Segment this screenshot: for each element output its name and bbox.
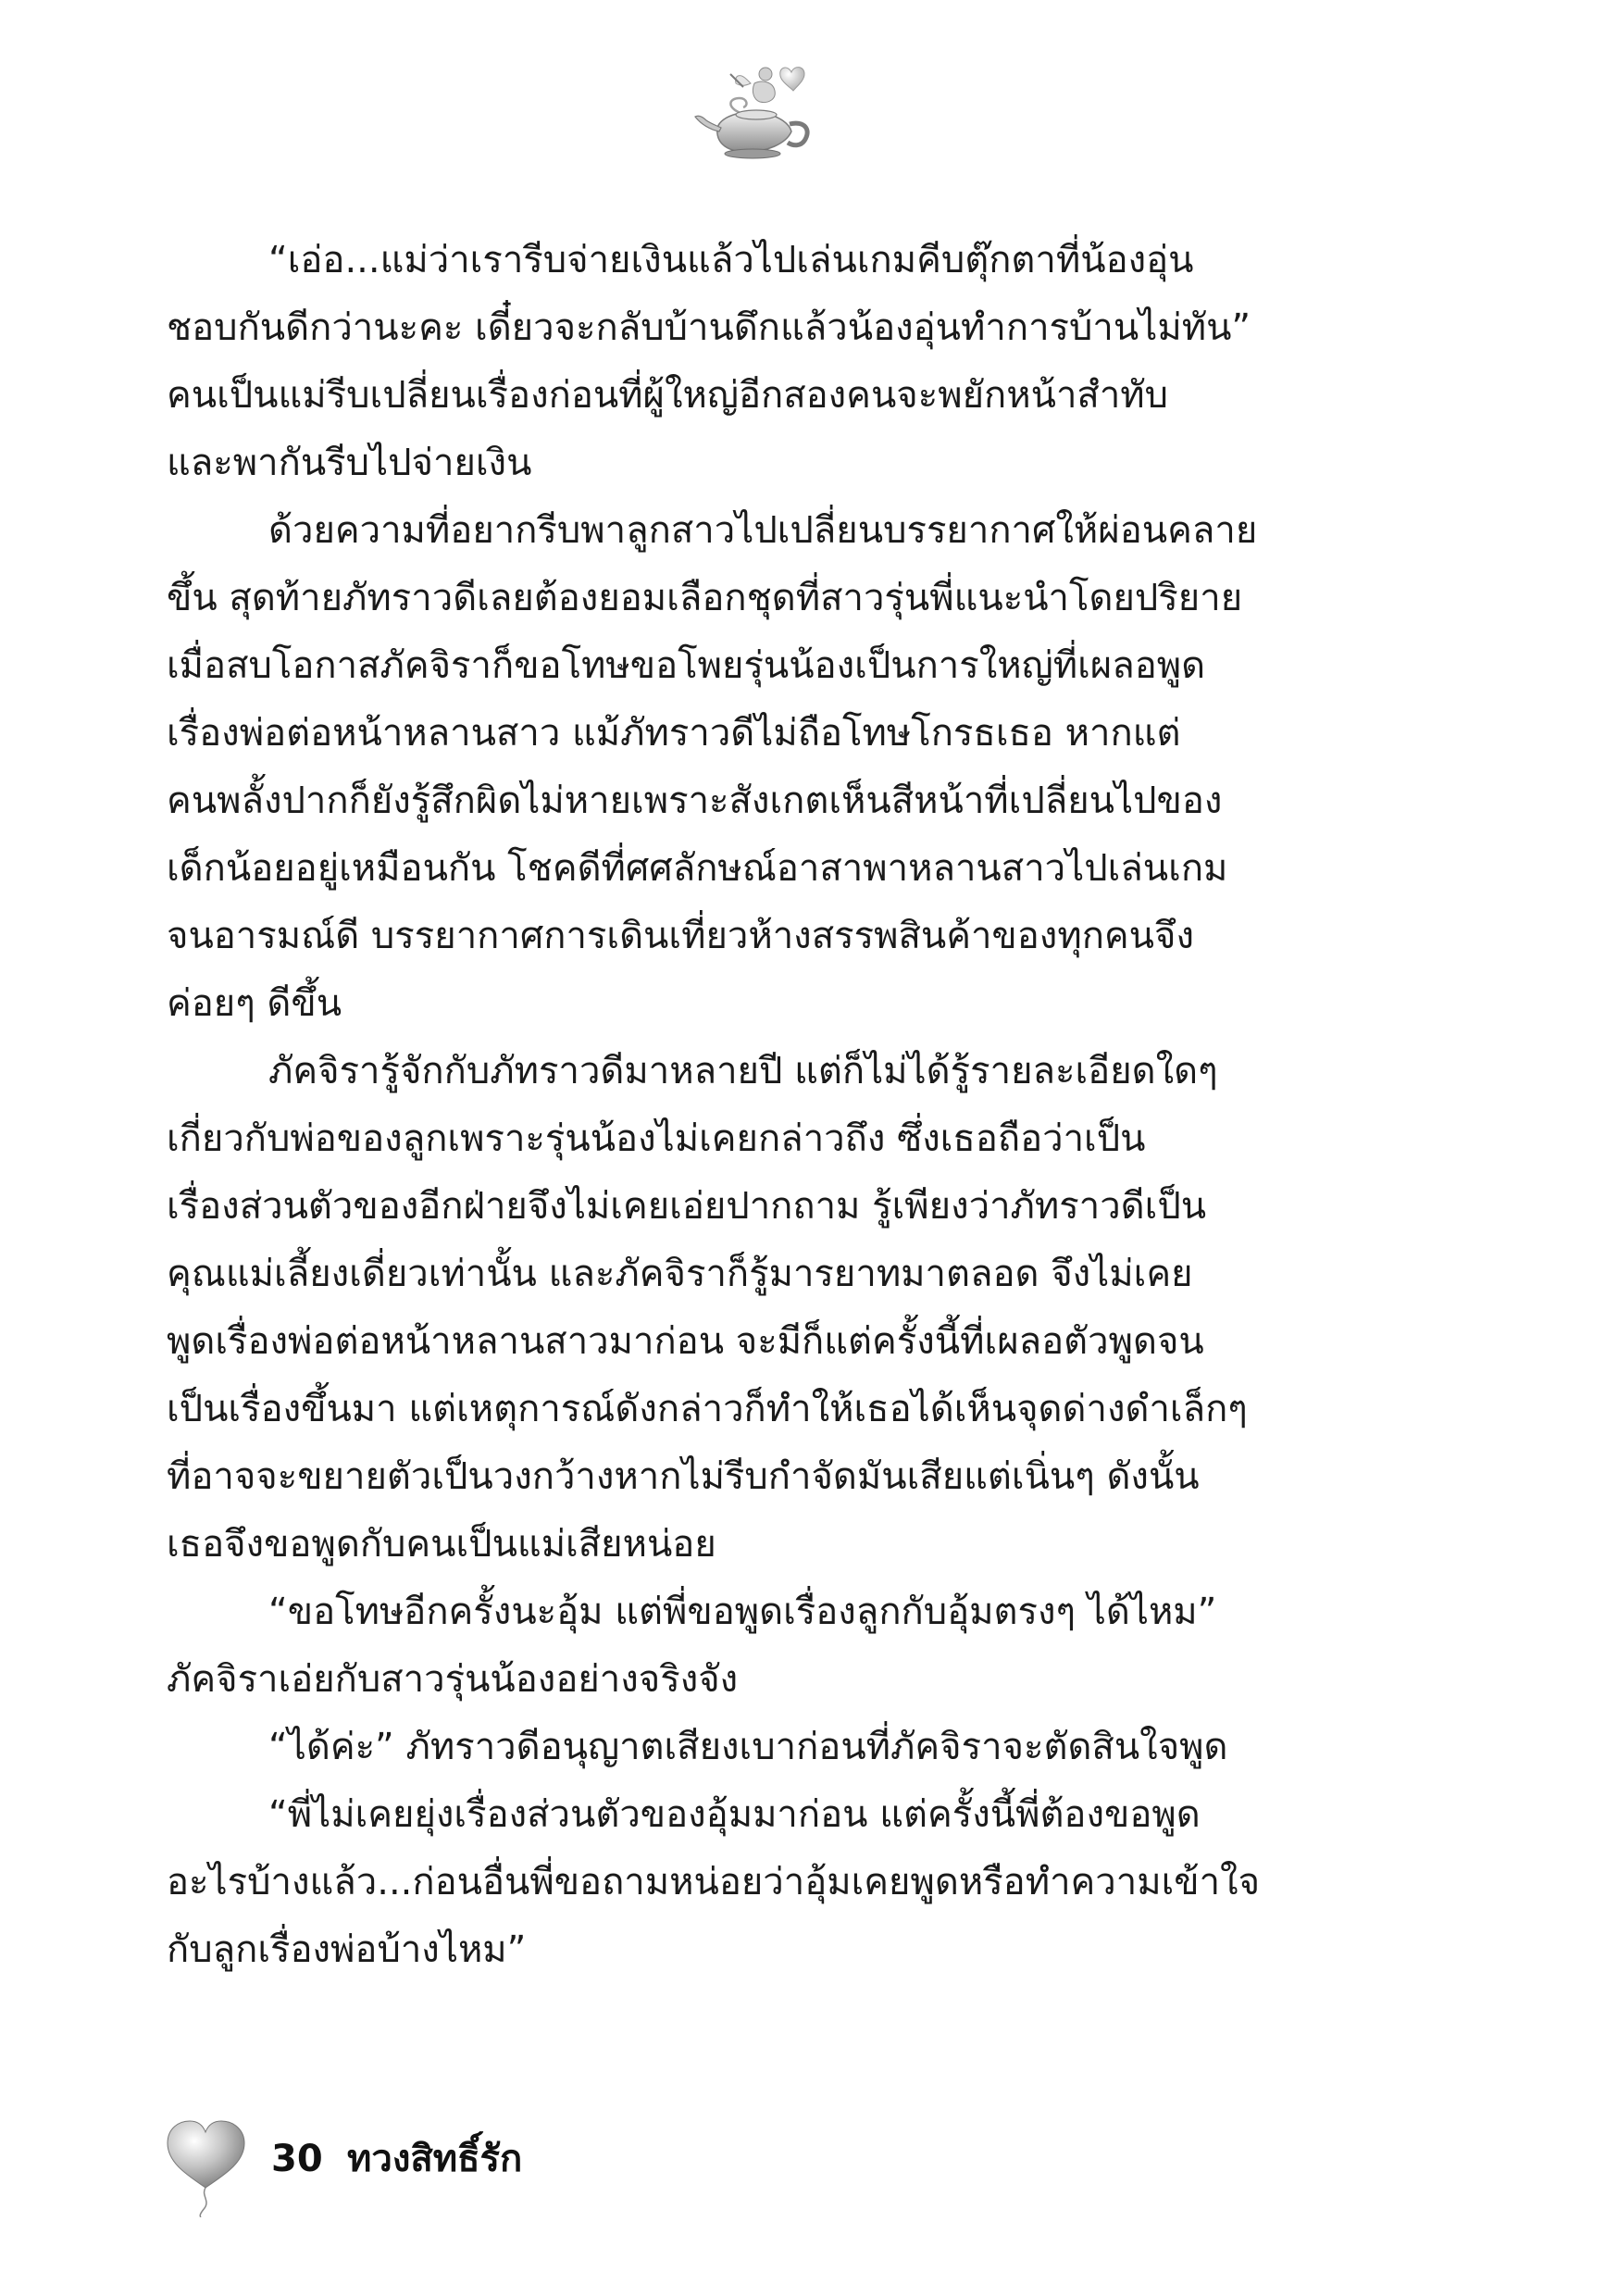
text-line-13: ภัคจิรารู้จักกับภัทราวดีมาหลายปี แต่ก็ไม่ได้รู้รายละเอียดใดๆ — [268, 1050, 1218, 1092]
text-line-16: คุณแม่เลี้ยงเดี่ยวเท่านั้น และภัคจิราก็รู้มารยาทมาตลอด จึงไม่เคย — [167, 1253, 1193, 1295]
page-number: 30 — [271, 2138, 323, 2180]
text-line-19: ที่อาจจะขยายตัวเป็นวงกว้างหากไม่รีบกำจัดมันเสียแต่เนิ่นๆ ดังนั้น — [167, 1455, 1200, 1498]
text-line-17: พูดเรื่องพ่อต่อหน้าหลานสาวมาก่อน จะมีก็แต่ครั้งนี้ที่เผลอตัวพูดจน — [167, 1320, 1204, 1363]
text-line-15: เรื่องส่วนตัวของอีกฝ่ายจึงไม่เคยเอ่ยปากถาม รู้เพียงว่าภัทราวดีเป็น — [167, 1185, 1207, 1228]
text-line-8: เรื่องพ่อต่อหน้าหลานสาว แม้ภัทราวดีไม่ถือโทษโกรธเธอ หากแต่ — [167, 712, 1181, 755]
text-line-5: ด้วยความที่อยากรีบพาลูกสาวไปเปลี่ยนบรรยากาศให้ผ่อนคลาย — [268, 509, 1258, 552]
text-line-9: คนพลั้งปากก็ยังรู้สึกผิดไม่หายเพราะสังเกตเห็นสีหน้าที่เปลี่ยนไปของ — [167, 780, 1223, 822]
text-line-10: เด็กน้อยอยู่เหมือนกัน โชคดีที่ศศลักษณ์อาสาพาหลานสาวไปเล่นเกม — [167, 847, 1228, 890]
heart-balloon-icon — [162, 2115, 250, 2217]
body-text — [167, 227, 1347, 2097]
text-line-7: เมื่อสบโอกาสภัคจิราก็ขอโทษขอโพยรุ่นน้องเป็นการใหญ่ที่เผลอพูด — [167, 644, 1206, 687]
text-line-3: คนเป็นแม่รีบเปลี่ยนเรื่องก่อนที่ผู้ใหญ่อีกสองคนจะพยักหน้าสำทับ — [167, 374, 1169, 417]
text-line-11: จนอารมณ์ดี บรรยากาศการเดินเที่ยวห้างสรรพสินค้าของทุกคนจึง — [167, 915, 1194, 957]
text-line-4: และพากันรีบไปจ่ายเงิน — [167, 442, 532, 484]
page-footer — [162, 2115, 717, 2217]
text-line-25: อะไรบ้างแล้ว...ก่อนอื่นพี่ขอถามหน่อยว่าอุ้มเคยพูดหรือทำความเข้าใจ — [167, 1861, 1261, 1903]
book-title: ทวงสิทธิ์รัก — [347, 2138, 523, 2180]
text-line-1: “เอ่อ...แม่ว่าเรารีบจ่ายเงินแล้วไปเล่นเกมคีบตุ๊กตาที่น้องอุ่น — [268, 239, 1194, 281]
text-line-18: เป็นเรื่องขึ้นมา แต่เหตุการณ์ดังกล่าวก็ทำให้เธอได้เห็นจุดด่างดำเล็กๆ — [167, 1388, 1248, 1430]
text-line-6: ขึ้น สุดท้ายภัทราวดีเลยต้องยอมเลือกชุดที่สาวรุ่นพี่แนะนำโดยปริยาย — [167, 577, 1243, 619]
text-line-26: กับลูกเรื่องพ่อบ้างไหม” — [167, 1928, 527, 1971]
text-line-12: ค่อยๆ ดีขึ้น — [167, 982, 342, 1025]
cupid-teapot-ornament-icon — [690, 56, 819, 167]
text-line-21: “ขอโทษอีกครั้งนะอุ้ม แต่พี่ขอพูดเรื่องลูกกับอุ้มตรงๆ ได้ไหม” — [268, 1591, 1217, 1633]
text-line-2: ชอบกันดีกว่านะคะ เดี๋ยวจะกลับบ้านดึกแล้วน้องอุ่นทำการบ้านไม่ทัน” — [167, 306, 1251, 349]
text-line-23: “ได้ค่ะ” ภัทราวดีอนุญาตเสียงเบาก่อนที่ภัคจิราจะตัดสินใจพูด — [268, 1726, 1228, 1768]
text-line-24: “พี่ไม่เคยยุ่งเรื่องส่วนตัวของอุ้มมาก่อน แต่ครั้งนี้พี่ต้องขอพูด — [268, 1793, 1201, 1836]
text-line-22: ภัคจิราเอ่ยกับสาวรุ่นน้องอย่างจริงจัง — [167, 1658, 739, 1701]
text-line-20: เธอจึงขอพูดกับคนเป็นแม่เสียหน่อย — [167, 1523, 716, 1566]
text-line-14: เกี่ยวกับพ่อของลูกเพราะรุ่นน้องไม่เคยกล่าวถึง ซึ่งเธอถือว่าเป็น — [167, 1117, 1146, 1160]
